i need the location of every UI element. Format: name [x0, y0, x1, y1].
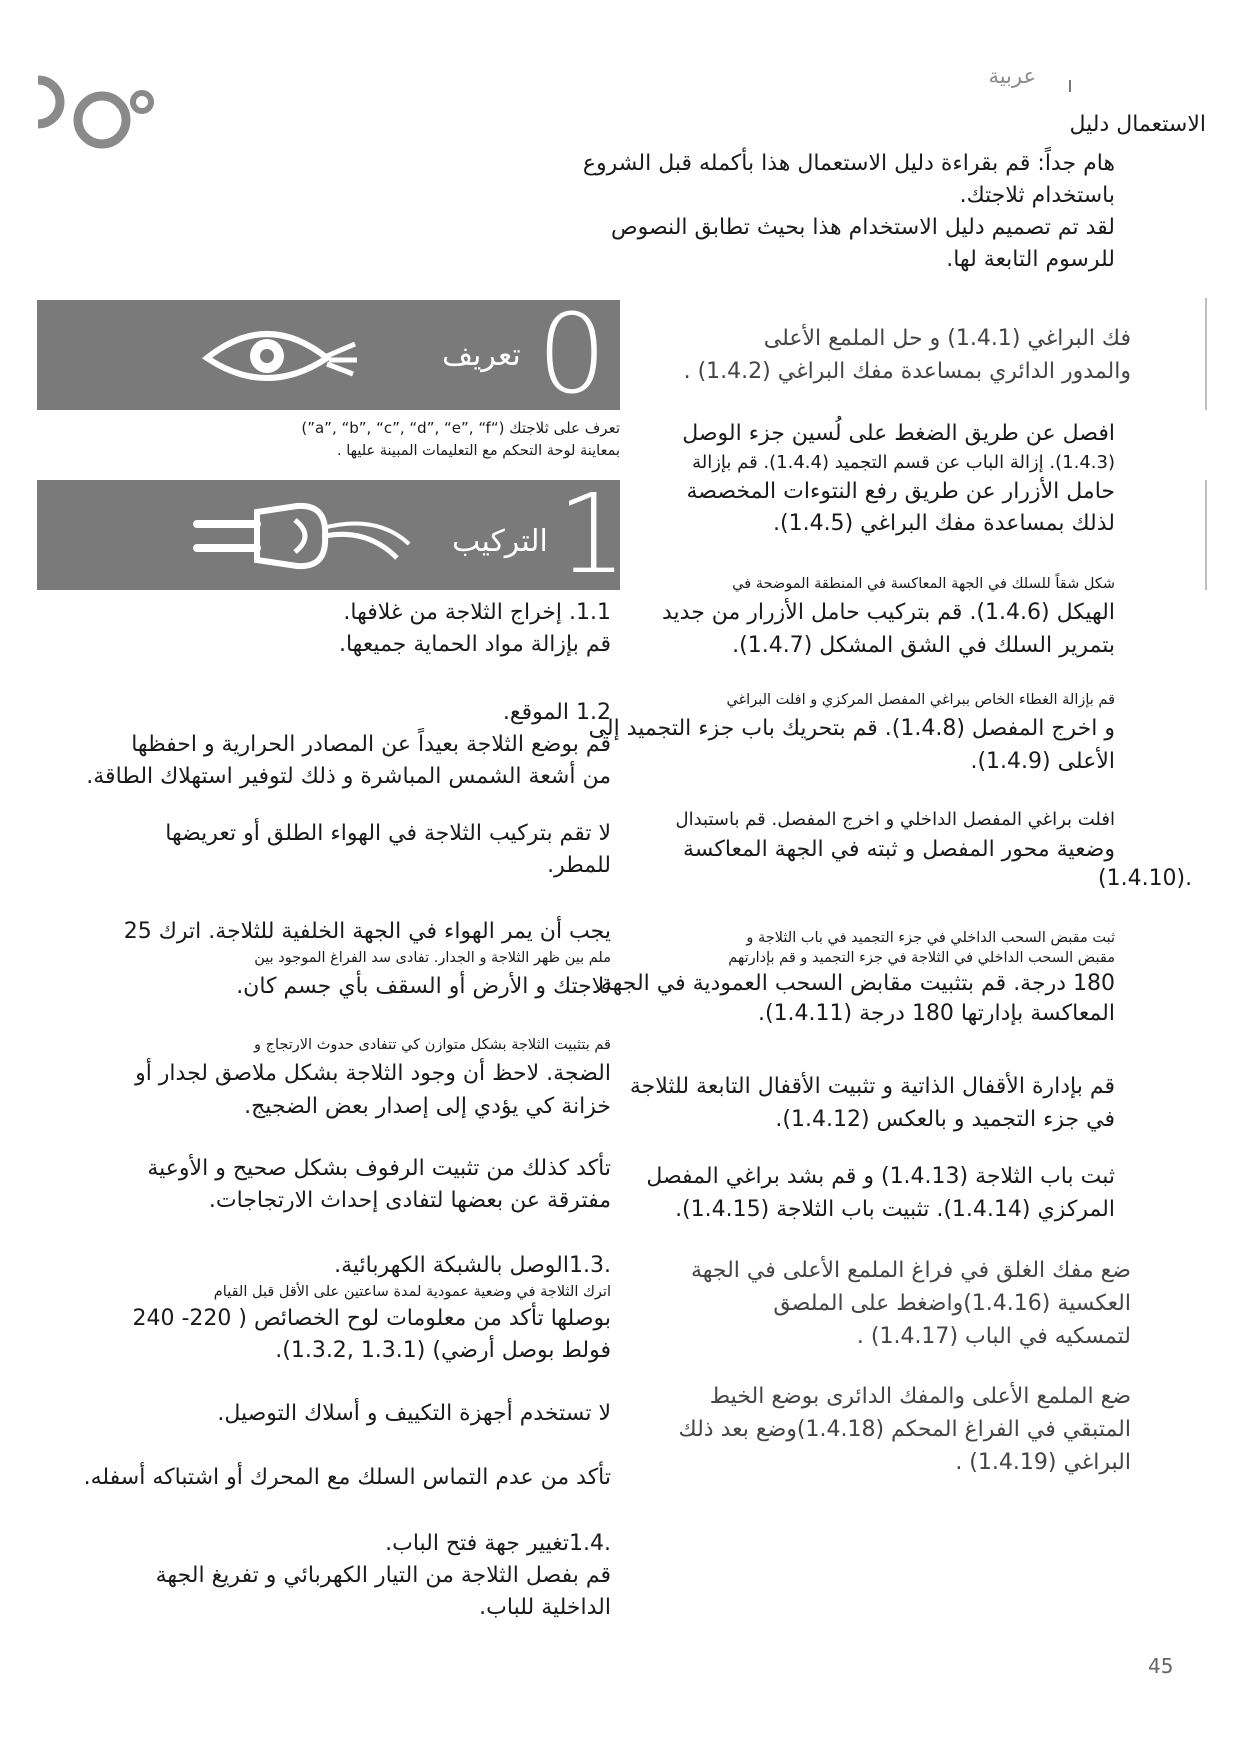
para-shelves: [51, 1153, 611, 1217]
intro-line: لقد تم تصميم دليل الاستخدام هذا بحيث تطابق النصوص: [611, 214, 1115, 240]
text-line: الأعلى (1.4.9).: [970, 748, 1115, 774]
text-line: المركزي (1.4.14). تثبيت باب الثلاجة (1.4.15).: [675, 1197, 1115, 1222]
text-line: الداخلية للباب.: [479, 1594, 611, 1620]
step-hinge-cover: [575, 690, 1115, 778]
section-number: 1: [557, 470, 627, 598]
para-cable: [31, 1462, 611, 1493]
step-remove-screws: [571, 322, 1131, 388]
text-line: قم بإزالة مواد الحماية جميعها.: [338, 631, 611, 657]
text-line: خزانة كي يؤدي إلى إصدار بعض الضجيج.: [244, 1093, 611, 1119]
step-locks: [555, 1070, 1115, 1136]
text-line: فك البراغي (1.4.1) و حل الملمع الأعلى: [763, 326, 1131, 351]
intro-line: باستخدام ثلاجتك.: [959, 182, 1115, 208]
text-line: والمدور الدائري بمساعدة مفك البراغي (1.4.2) .: [683, 359, 1131, 384]
para-outdoor: [51, 818, 611, 882]
text-line: المتبقي في الفراغ المحكم (1.4.18)وضع بعد ذلك: [678, 1417, 1131, 1442]
text-line: مقبض السحب الداخلي في الثلاجة في جزء التجميد و قم بإدارتهم: [728, 950, 1115, 967]
text-line: في جزء التجميد و بالعكس (1.4.12).: [775, 1107, 1115, 1132]
text-line: قم بإزالة الغطاء الخاص ببراغي المفصل المركزي و افلت البراغي: [726, 692, 1115, 708]
language-label: عربية: [988, 64, 1036, 88]
text-line: (1.4.3). إزالة الباب عن قسم التجميد (1.4.4). قم بإزالة: [692, 451, 1115, 473]
header-tick: [1069, 80, 1071, 92]
text-line: 1.1. إخراج الثلاجة من غلافها.: [343, 600, 611, 625]
text-line: 1.2 الموقع.: [502, 700, 611, 725]
text-line: تعرف على ثلاجتك (“a”, “b”, “c”, “d”, “e”, “f”): [301, 419, 620, 437]
step-top-trim: [571, 1380, 1131, 1479]
text-line: لتمسكيه في الباب (1.4.17) .: [856, 1324, 1131, 1349]
text-line: بتمرير السلك في الشق المشكل (1.4.7).: [732, 632, 1115, 658]
text-line: لا تقم بتركيب الثلاجة في الهواء الطلق أو تعريضها: [165, 821, 611, 846]
text-line: شكل شقاً للسلك في الجهة المعاكسة في المنطقة الموضحة في: [732, 576, 1115, 592]
text-line: للمطر.: [547, 852, 611, 878]
text-line: مفترقة عن بعضها لتفادى إحداث الارتجاجات.: [208, 1187, 611, 1213]
text-line: .1.4تغيير جهة فتح الباب.: [385, 1531, 611, 1556]
section0-text: [170, 416, 620, 463]
para-electrical: [51, 1250, 611, 1367]
text-line: يجب أن يمر الهواء في الجهة الخلفية للثلاجة. اترك 25: [123, 919, 611, 944]
text-line: ملم بين ظهر الثلاجة و الجدار. تفادى سد الفراغ الموجود بين: [254, 950, 611, 966]
text-line: وضعية محور المفصل و ثبته في الجهة المعاكسة: [682, 837, 1115, 862]
step-detach-door: [575, 418, 1115, 540]
text-line: تأكد من عدم التماس السلك مع المحرك أو اشتباكه أسفله.: [83, 1465, 611, 1490]
text-line: ثبت باب الثلاجة (1.4.13) و قم بشد براغي المفصل: [646, 1164, 1115, 1189]
text-line: افلت براغي المفصل الداخلي و اخرج المفصل. قم باستبدال: [675, 809, 1115, 830]
section-banner-installation: [37, 470, 627, 598]
text-line: بمعاينة لوحة التحكم مع التعليمات المبينة عليها .: [337, 443, 620, 459]
intro-line: للرسوم التابعة لها.: [946, 246, 1115, 272]
text-line: .1.3الوصل بالشبكة الكهربائية.: [334, 1253, 611, 1278]
para-adapters: [51, 1398, 611, 1429]
para-location: [51, 697, 611, 793]
text-line: اترك الثلاجة في وضعية عمودية لمدة ساعتين على الأقل قبل القيام: [213, 1283, 611, 1300]
section-title: التركيب: [452, 524, 548, 559]
text-line: قم بوضع الثلاجة بعيداً عن المصادر الحرارية و احفظها: [131, 731, 611, 757]
manual-title: الاستعمال دليل: [1069, 112, 1206, 137]
eye-icon: [187, 316, 367, 396]
text-line: 180 درجة. قم بتثبيت مقابض السحب العمودية في الجهة: [600, 970, 1115, 996]
text-line: فولط بوصل أرضي) (1.3.1 ,1.3.2).: [275, 1337, 611, 1363]
para-leveling: [51, 1035, 611, 1123]
step-reference: (1.4.10).: [1098, 866, 1193, 891]
text-line: ضع مفك الغلق في فراغ الملمع الأعلى في الجهة: [690, 1258, 1131, 1283]
para-door-reversal: [51, 1528, 611, 1624]
text-line: بوصلها تأكد من معلومات لوح الخصائص ( 220- 240: [132, 1305, 611, 1331]
section-banner-definition: [37, 290, 620, 418]
column-rule: [1205, 298, 1207, 410]
para-ventilation: [51, 915, 611, 1003]
step-handles: [555, 928, 1115, 1030]
text-line: البراغي (1.4.19) .: [955, 1450, 1131, 1475]
intro-line: هام جداً: قم بقراءة دليل الاستعمال هذا بأكمله قبل الشروع: [582, 151, 1115, 176]
text-line: و اخرج المفصل (1.4.8). قم بتحريك باب جزء التجميد إلى: [588, 715, 1115, 741]
text-line: تأكد كذلك من تثبيت الرفوف بشكل صحيح و الأوعية: [147, 1156, 611, 1181]
text-line: قم بفصل الثلاجة من التيار الكهربائي و تفريغ الجهة: [155, 1562, 611, 1588]
text-line: قم بتثبيت الثلاجة بشكل متوازن كي تتفادى حدوث الارتجاج و: [254, 1037, 611, 1053]
text-line: المعاكسة بإدارتها 180 درجة (1.4.11).: [757, 1001, 1115, 1027]
step-closing-tool: [571, 1254, 1131, 1353]
page-number: 45: [1148, 1654, 1174, 1678]
text-line: الضجة. لاحظ أن وجود الثلاجة بشكل ملاصق لجدار أو: [135, 1060, 611, 1086]
intro-text: [495, 148, 1115, 276]
text-line: افصل عن طريق الضغط على لُسين جزء الوصل: [682, 421, 1115, 446]
section-title: تعريف: [442, 338, 521, 373]
text-line: ثبت مقبض السحب الداخلي في جزء التجميد في باب الثلاجة و: [746, 930, 1115, 946]
text-line: من أشعة الشمس المباشرة و ذلك لتوفير استهلاك الطاقة.: [86, 763, 611, 789]
text-line: حامل الأزرار عن طريق رفع النتوءات المخصصة: [686, 478, 1115, 504]
text-line: العكسية (1.4.16)واضغط على الملصق: [773, 1291, 1131, 1316]
text-line: قم بإدارة الأقفال الذاتية و تثبيت الأقفال التابعة للثلاجة: [629, 1074, 1115, 1099]
column-rule: [1205, 480, 1207, 590]
step-fix-door: [555, 1160, 1115, 1226]
text-line: الهيكل (1.4.6). قم بتركيب حامل الأزرار من جديد: [661, 599, 1115, 625]
step-cable-slot: [575, 574, 1115, 662]
section-number: 0: [537, 290, 607, 418]
brand-logo: [30, 70, 160, 160]
text-line: ثلاجتك و الأرض أو السقف بأي جسم كان.: [236, 973, 611, 999]
text-line: لا تستخدم أجهزة التكييف و أسلاك التوصيل.: [217, 1401, 611, 1426]
text-line: لذلك بمساعدة مفك البراغي (1.4.5).: [773, 510, 1115, 536]
para-unpacking: [51, 597, 611, 661]
text-line: ضع الملمع الأعلى والمفك الدائرى بوضع الخيط: [709, 1384, 1131, 1409]
plug-icon: [187, 498, 417, 574]
step-inner-hinge: [575, 806, 1115, 866]
